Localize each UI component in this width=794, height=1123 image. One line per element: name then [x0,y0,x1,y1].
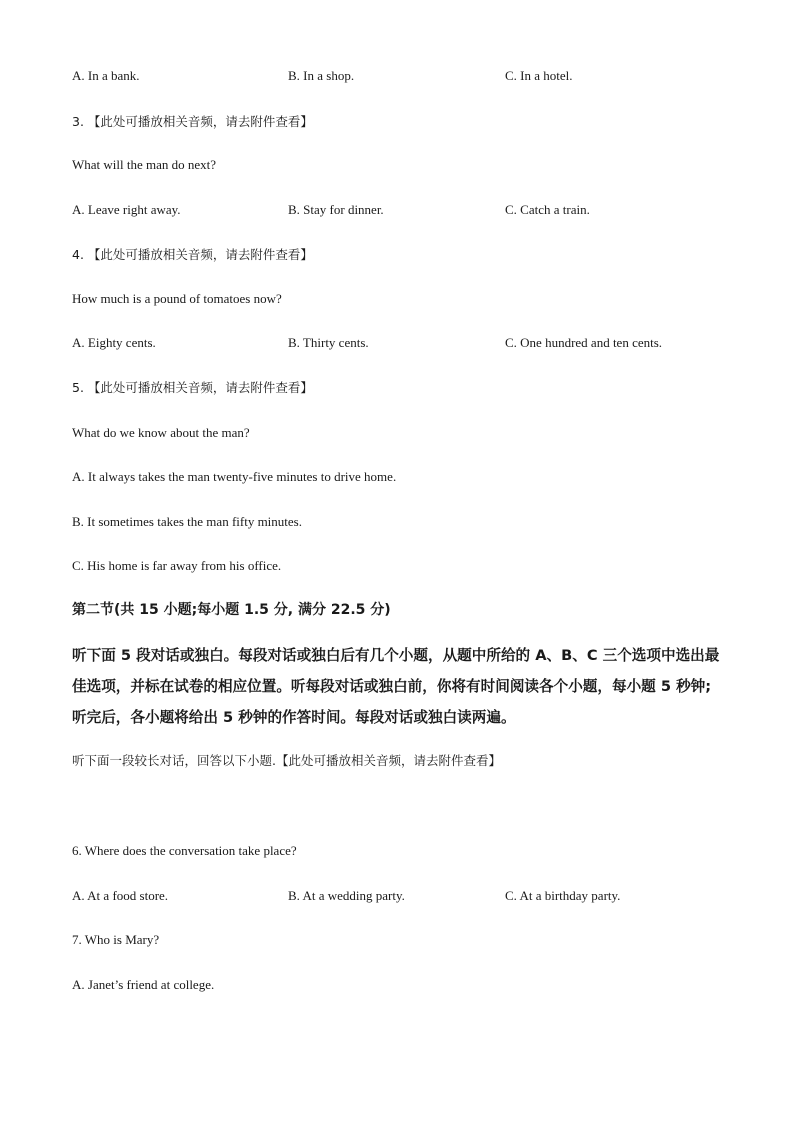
q4-option-a: A. Eighty cents. [72,335,156,350]
section-instructions: 听下面 5 段对话或独白。每段对话或独白后有几个小题，从题中所给的 A、B、C 三个选项中选出最佳选项，并标在试卷的相应位置。听每段对话或独白前，你将有时间阅读各个小题，每小题 5 秒钟;听完后，各小题将给出 5 秒钟的作答时间。每段对话或独白读两遍。 [72,647,720,726]
q5-question: What do we know about the man? [72,425,250,440]
q6-question: 6. Where does the conversation take place? [72,843,297,858]
q6-option-a: A. At a food store. [72,888,169,903]
q3-audio-note: 3. 【此处可播放相关音频，请去附件查看】 [72,114,313,129]
q5-option-b: B. It sometimes takes the man fifty minutes. [72,514,302,529]
q2-option-c: C. In a hotel. [505,68,573,83]
q5-audio-note: 5. 【此处可播放相关音频，请去附件查看】 [72,380,313,395]
q3-option-a: A. Leave right away. [72,202,181,217]
q2-option-a: A. In a bank. [72,68,140,83]
dialogue-lead: 听下面一段较长对话，回答以下小题.【此处可播放相关音频，请去附件查看】 [72,753,501,768]
q7-question: 7. Who is Mary? [72,932,160,947]
q6-option-b: B. At a wedding party. [288,888,405,903]
q3-option-b: B. Stay for dinner. [288,202,384,217]
q4-option-c: C. One hundred and ten cents. [505,335,663,350]
q6-option-c: C. At a birthday party. [505,888,621,903]
q4-option-b: B. Thirty cents. [288,335,369,350]
q4-question: How much is a pound of tomatoes now? [72,291,282,306]
q7-option-a: A. Janet’s friend at college. [72,977,215,992]
section-title: 第二节(共 15 小题;每小题 1.5 分, 满分 22.5 分) [72,602,391,618]
q2-option-b: B. In a shop. [288,68,355,83]
q3-question: What will the man do next? [72,157,217,172]
q5-option-c: C. His home is far away from his office. [72,558,282,573]
q3-option-c: C. Catch a train. [505,202,590,217]
q5-option-a: A. It always takes the man twenty-five minutes to drive home. [72,469,397,484]
q4-audio-note: 4. 【此处可播放相关音频，请去附件查看】 [72,247,313,262]
